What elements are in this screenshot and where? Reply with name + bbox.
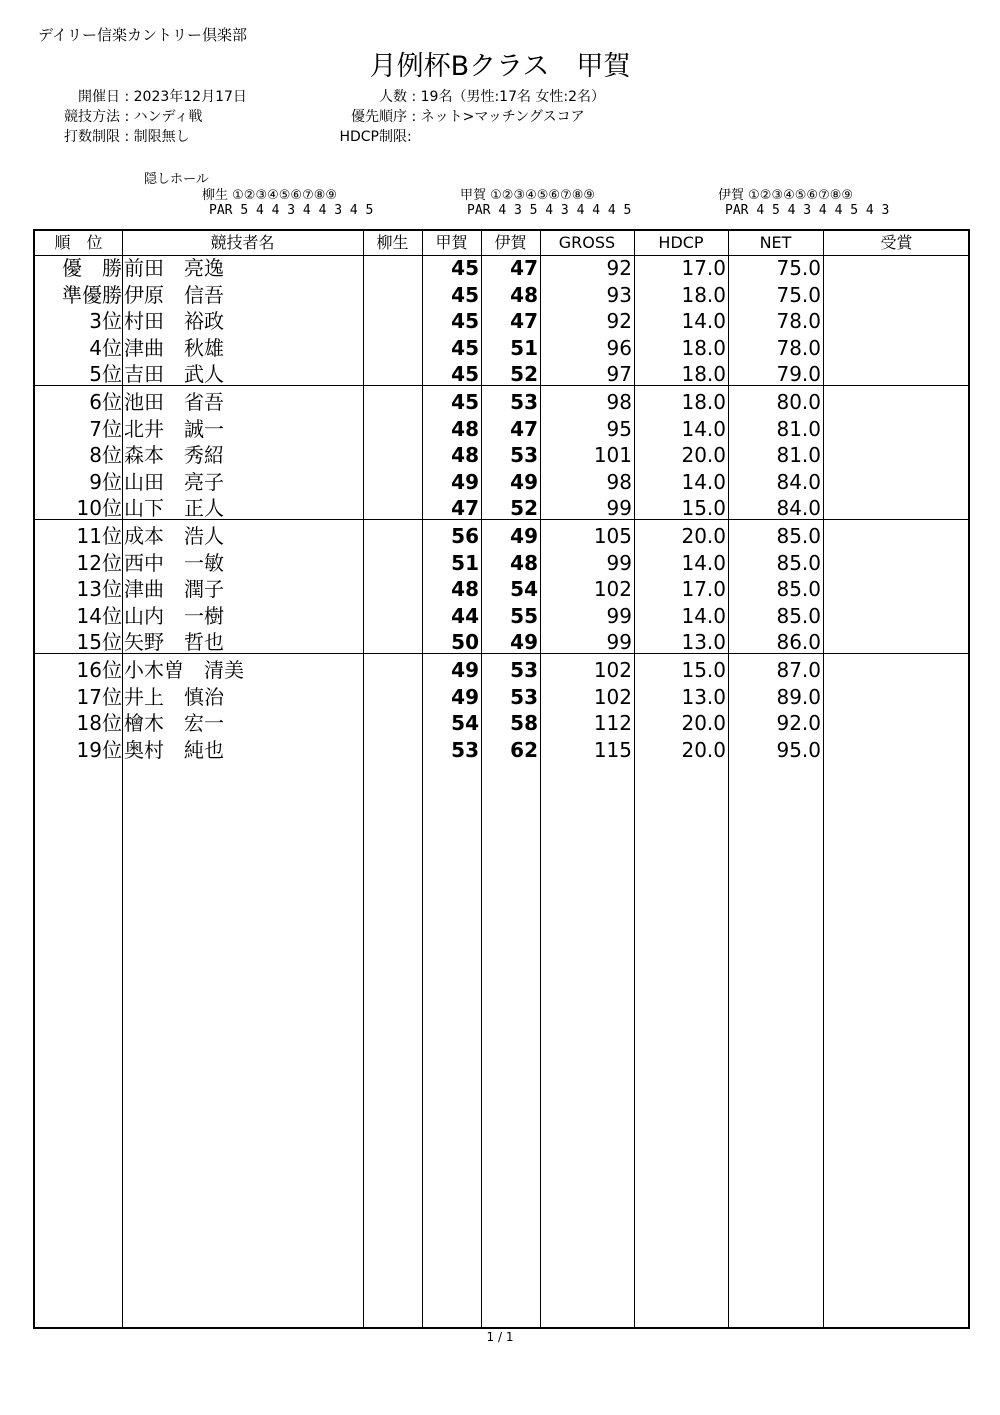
iga-score-cell: 48 [510,550,538,575]
player-name-cell: 前田 亮逸 [124,256,224,280]
rank-cell: 10位 [76,496,122,521]
player-name-cell: 津曲 潤子 [124,577,224,602]
award-cell [823,550,970,576]
column-header-name: 競技者名 [210,233,275,252]
net-cell: 75.0 [776,282,821,307]
koka-score-cell: 45 [451,282,479,307]
yagyu-score-cell [363,335,420,361]
hdcp-cell: 17.0 [681,577,726,602]
column-header-koka: 甲賀 [435,233,468,252]
yagyu-score-cell [363,629,420,655]
rank-cell: 18位 [76,711,122,736]
net-cell: 92.0 [776,711,821,736]
award-cell [823,495,970,521]
info-method: 競技方法 : ハンディ戦 [48,106,203,126]
iga-score-cell: 58 [510,711,538,736]
rank-cell: 19位 [76,737,122,762]
count-value: 19名（男性:17名 女性:2名） [420,89,606,105]
rank-cell: 16位 [76,658,122,682]
koka-score-cell: 44 [451,603,479,628]
course-name: 伊賀 [718,188,745,203]
iga-score-cell: 53 [510,443,538,468]
column-header-rank: 順 位 [54,233,103,252]
koka-score-cell: 49 [451,658,479,682]
hdcp-cell: 20.0 [681,524,726,548]
hdcp-cell: 20.0 [681,737,726,762]
rank-cell: 17位 [76,684,122,709]
gross-cell: 92 [606,256,632,280]
gross-cell: 99 [606,550,632,575]
award-cell [823,629,970,655]
gross-cell: 93 [606,282,632,307]
gross-cell: 102 [593,577,632,602]
yagyu-score-cell [363,737,420,763]
award-cell [823,576,970,602]
column-header-gross: GROSS [558,233,616,252]
yagyu-score-cell [363,308,420,334]
gross-cell: 95 [606,416,632,441]
gross-cell: 98 [606,390,632,414]
iga-score-cell: 49 [510,524,538,548]
gross-cell: 99 [606,496,632,521]
par-label: PAR [725,203,749,218]
yagyu-score-cell [363,389,420,415]
iga-score-cell: 49 [510,630,538,655]
net-cell: 79.0 [776,362,821,387]
iga-score-cell: 49 [510,469,538,494]
yagyu-score-cell [363,550,420,576]
gross-cell: 99 [606,630,632,655]
results-table [33,229,970,1329]
hdcp-cell: 14.0 [681,550,726,575]
koka-score-cell: 53 [451,737,479,762]
par-values: 4 5 4 3 4 4 5 4 3 [756,203,890,218]
rank-cell: 優 勝 [62,256,122,280]
player-name-cell: 山田 亮子 [124,469,224,494]
page-number: 1 / 1 [486,1330,514,1344]
info-count: 人数 : 19名（男性:17名 女性:2名） [312,86,605,106]
hole-markers: ①②③④⑤⑥⑦⑧⑨ [748,188,854,203]
date-value: 2023年12月17日 [133,89,247,105]
koka-score-cell: 47 [451,496,479,521]
hole-markers: ①②③④⑤⑥⑦⑧⑨ [490,188,596,203]
course-name: 柳生 [202,188,229,203]
hdcp-cell: 13.0 [681,630,726,655]
yagyu-score-cell [363,523,420,549]
player-name-cell: 吉田 武人 [124,362,224,387]
iga-score-cell: 54 [510,577,538,602]
koka-score-cell: 45 [451,390,479,414]
hdcp-cell: 18.0 [681,282,726,307]
par-label: PAR [467,203,491,218]
hdcp-cell: 13.0 [681,684,726,709]
date-label: 開催日 [78,89,120,105]
club-name: デイリー信楽カントリー倶楽部 [38,26,247,44]
priority-value: ネット>マッチングスコア [420,109,585,125]
rank-cell: 14位 [76,603,122,628]
award-cell [823,308,970,334]
gross-cell: 101 [593,443,632,468]
award-cell [823,389,970,415]
iga-score-cell: 47 [510,309,538,334]
player-name-cell: 井上 慎治 [124,684,224,709]
player-name-cell: 山内 一樹 [124,603,224,628]
rank-cell: 8位 [89,443,122,468]
award-cell [823,469,970,495]
hdcp-cell: 14.0 [681,469,726,494]
net-cell: 85.0 [776,577,821,602]
iga-score-cell: 47 [510,256,538,280]
player-name-cell: 山下 正人 [124,496,224,521]
hidden-holes-koka [460,188,631,218]
player-name-cell: 檜木 宏一 [124,711,224,736]
yagyu-score-cell [363,282,420,308]
player-name-cell: 森本 秀紹 [124,443,224,468]
hidden-holes-label: 隠しホール [144,172,209,187]
iga-score-cell: 62 [510,737,538,762]
net-cell: 87.0 [776,658,821,682]
iga-score-cell: 53 [510,390,538,414]
gross-cell: 98 [606,469,632,494]
koka-score-cell: 49 [451,684,479,709]
award-cell [823,710,970,736]
iga-score-cell: 51 [510,335,538,360]
rank-cell: 3位 [89,309,122,334]
yagyu-score-cell [363,469,420,495]
hdcp-cell: 20.0 [681,711,726,736]
priority-label: 優先順序 [351,109,407,125]
net-cell: 85.0 [776,524,821,548]
player-name-cell: 奥村 純也 [124,737,224,762]
net-cell: 89.0 [776,684,821,709]
par-values: 5 4 4 3 4 4 3 4 5 [240,203,374,218]
hdcp-cell: 14.0 [681,416,726,441]
iga-score-cell: 47 [510,416,538,441]
yagyu-score-cell [363,657,420,683]
rank-cell: 13位 [76,577,122,602]
iga-score-cell: 55 [510,603,538,628]
award-cell [823,416,970,442]
rank-cell: 7位 [89,416,122,441]
column-header-hdcp: HDCP [658,233,704,252]
hdcp-cell: 18.0 [681,362,726,387]
page-title: 月例杯Bクラス 甲賀 [369,51,631,82]
gross-cell: 105 [593,524,632,548]
gross-cell: 102 [593,684,632,709]
award-cell [823,603,970,629]
yagyu-score-cell [363,576,420,602]
koka-score-cell: 45 [451,362,479,387]
rank-cell: 準優勝 [62,282,122,307]
iga-score-cell: 52 [510,496,538,521]
gross-cell: 96 [606,335,632,360]
award-cell [823,657,970,683]
net-cell: 80.0 [776,390,821,414]
net-cell: 81.0 [776,416,821,441]
koka-score-cell: 48 [451,577,479,602]
hdcp-label: HDCP制限 [339,129,407,145]
hdcp-cell: 18.0 [681,335,726,360]
net-cell: 85.0 [776,550,821,575]
info-priority: 優先順序 : ネット>マッチングスコア [312,106,585,126]
hole-markers: ①②③④⑤⑥⑦⑧⑨ [232,188,338,203]
hdcp-cell: 14.0 [681,309,726,334]
hdcp-cell: 14.0 [681,603,726,628]
player-name-cell: 北井 誠一 [124,416,224,441]
yagyu-score-cell [363,710,420,736]
hdcp-cell: 15.0 [681,496,726,521]
player-name-cell: 西中 一敏 [124,550,224,575]
hidden-holes-iga [718,188,889,218]
player-name-cell: 小木曽 清美 [124,658,244,682]
koka-score-cell: 49 [451,469,479,494]
koka-score-cell: 50 [451,630,479,655]
award-cell [823,361,970,387]
iga-score-cell: 53 [510,658,538,682]
iga-score-cell: 48 [510,282,538,307]
net-cell: 75.0 [776,256,821,280]
yagyu-score-cell [363,603,420,629]
net-cell: 81.0 [776,443,821,468]
gross-cell: 97 [606,362,632,387]
player-name-cell: 成本 浩人 [124,524,224,548]
rank-cell: 5位 [89,362,122,387]
rank-cell: 6位 [89,390,122,414]
net-cell: 86.0 [776,630,821,655]
hdcp-cell: 18.0 [681,390,726,414]
iga-score-cell: 53 [510,684,538,709]
koka-score-cell: 54 [451,711,479,736]
yagyu-score-cell [363,361,420,387]
player-name-cell: 村田 裕政 [124,309,224,334]
rank-cell: 9位 [89,469,122,494]
award-cell [823,523,970,549]
hdcp-cell: 20.0 [681,443,726,468]
yagyu-score-cell [363,255,420,281]
info-limit: 打数制限 : 制限無し [48,126,190,146]
gross-cell: 99 [606,603,632,628]
koka-score-cell: 45 [451,335,479,360]
net-cell: 85.0 [776,603,821,628]
column-header-iga: 伊賀 [494,233,527,252]
award-cell [823,335,970,361]
column-header-award: 受賞 [880,233,913,252]
info-date: 開催日 : 2023年12月17日 [48,86,247,106]
net-cell: 78.0 [776,309,821,334]
method-label: 競技方法 [64,109,120,125]
rank-cell: 4位 [89,335,122,360]
rank-cell: 15位 [76,630,122,655]
koka-score-cell: 48 [451,416,479,441]
hidden-holes-yagyu [202,188,373,218]
gross-cell: 92 [606,309,632,334]
koka-score-cell: 45 [451,256,479,280]
yagyu-score-cell [363,416,420,442]
column-header-net: NET [759,233,792,252]
par-values: 4 3 5 4 3 4 4 4 5 [498,203,632,218]
rank-cell: 12位 [76,550,122,575]
award-cell [823,684,970,710]
gross-cell: 102 [593,658,632,682]
yagyu-score-cell [363,495,420,521]
method-value: ハンディ戦 [133,109,203,125]
net-cell: 84.0 [776,469,821,494]
yagyu-score-cell [363,442,420,468]
koka-score-cell: 48 [451,443,479,468]
award-cell [823,255,970,281]
award-cell [823,282,970,308]
iga-score-cell: 52 [510,362,538,387]
award-cell [823,442,970,468]
player-name-cell: 池田 省吾 [124,390,224,414]
hdcp-cell: 15.0 [681,658,726,682]
rank-cell: 11位 [76,524,122,548]
net-cell: 78.0 [776,335,821,360]
count-label: 人数 [379,89,407,105]
gross-cell: 115 [593,737,632,762]
hdcp-cell: 17.0 [681,256,726,280]
par-label: PAR [209,203,233,218]
gross-cell: 112 [593,711,632,736]
course-name: 甲賀 [460,188,487,203]
player-name-cell: 伊原 信吾 [124,282,224,307]
koka-score-cell: 45 [451,309,479,334]
limit-value: 制限無し [133,129,190,145]
net-cell: 95.0 [776,737,821,762]
net-cell: 84.0 [776,496,821,521]
player-name-cell: 矢野 哲也 [124,630,224,655]
koka-score-cell: 51 [451,550,479,575]
player-name-cell: 津曲 秋雄 [124,335,224,360]
koka-score-cell: 56 [451,524,479,548]
info-hdcp: HDCP制限: [312,126,412,146]
column-header-yagyu: 柳生 [376,233,409,252]
limit-label: 打数制限 [64,129,120,145]
award-cell [823,737,970,763]
yagyu-score-cell [363,684,420,710]
